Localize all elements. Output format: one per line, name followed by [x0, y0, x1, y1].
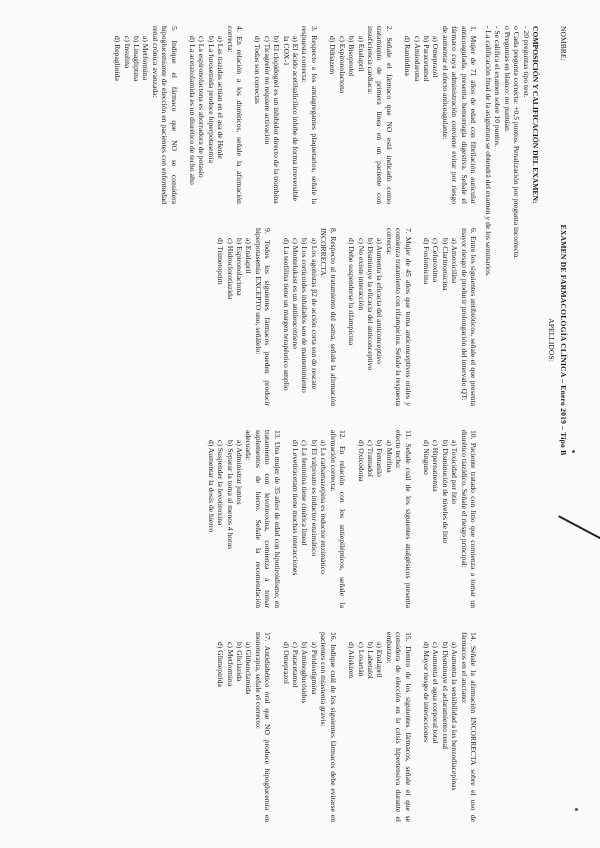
- question-stem: [319, 228, 338, 406]
- answer-option: c) Metformina: [225, 642, 235, 687]
- question-item: [206, 430, 281, 608]
- answer-option: d) Debe suspenderse la rifampicina: [347, 238, 357, 346]
- question-column-2: [207, 228, 478, 406]
- instruction-line: - 20 preguntas tipo test.: [521, 26, 531, 98]
- answer-option: b) El clopidogrel es un inhibidor directo de la trombina: [272, 36, 282, 204]
- question-number: 1.: [469, 26, 478, 32]
- answer-option: b) La furosemida produce hiperpotasemia: [206, 36, 216, 163]
- answer-option: a) La carbamazepina es inductor enzimático: [319, 440, 329, 574]
- question-text: Indique cuál de los siguientes fármacos debe evitarse en pacientes con miastenia gravis:: [319, 632, 338, 822]
- question-text: Todos los siguientes fármacos pueden producir hiperpotasemia EXCEPTO uno, señálelo:: [253, 228, 273, 406]
- answer-option: d) Diltiazem: [328, 36, 338, 75]
- answer-option: a) Los agonistas β2 de acción corta son de rescate: [309, 238, 319, 390]
- answer-option: c) Hipernatremia: [431, 440, 441, 492]
- question-stem: [366, 26, 394, 204]
- question-stem: [328, 430, 347, 608]
- answer-option: a) Enalapril: [356, 36, 366, 72]
- answer-option: c) Suspender la levotiroxina: [216, 440, 226, 526]
- answer-option: d) Ranitidina: [403, 36, 413, 76]
- question-item: [422, 430, 478, 608]
- answer-option: a) Amoxicilina: [450, 238, 460, 284]
- answer-option: c) Paracetamol: [291, 642, 301, 688]
- question-item: [422, 228, 478, 406]
- question-item: [216, 632, 272, 822]
- question-text: Antidiabético oral que NO produce hipoglucemia en monoterapia, señale el correcto:: [253, 632, 273, 822]
- answer-option: d) La acetazolamida es un diurético de techo alto: [188, 36, 198, 185]
- question-item: [281, 228, 337, 406]
- question-stem: [459, 228, 478, 406]
- answer-option: a) Las tiazidas actúan en el asa de Henle: [216, 36, 226, 159]
- answer-option: a) Glibenclamida: [244, 642, 254, 695]
- question-text: Mujer de 45 años que toma anticonceptivos orales y comienza tratamiento con rifampicina. Señale la respuesta correcta:: [384, 228, 413, 406]
- question-stem: [384, 632, 412, 822]
- instruction-line: - La calificación final de la asignatura se obtendrá del examen y de los seminarios.: [483, 26, 493, 277]
- answer-option: d) Trimetoprim: [216, 238, 226, 285]
- answer-option: c) La fenitoína tiene cinética lineal: [300, 440, 310, 546]
- answer-option: c) Losartán: [356, 642, 366, 677]
- answer-option: a) El ácido acetilsalicílico inhibe de forma irreversible la COX-1: [281, 36, 301, 202]
- question-number: 16.: [328, 632, 338, 642]
- question-item: [253, 26, 319, 204]
- answer-option: d) Aliskiren: [347, 642, 357, 679]
- question-number: 10.: [469, 430, 478, 440]
- answer-option: d) Glimepirida: [216, 642, 226, 687]
- answer-option: c) Montelukast es un antileucotrieno: [291, 238, 301, 349]
- question-text: Respecto a los antiagregantes plaquetarios, señale la respuesta correcta:: [300, 26, 319, 204]
- scan-speck: [572, 450, 575, 453]
- question-number: 4.: [235, 26, 245, 32]
- question-stem: [150, 26, 178, 204]
- question-text: Mujer de 71 años de edad con fibrilación auricular anticoagulada, presenta hemorragia digestiva. Señale el fármaco cuya administración conviene evitar por riesgo de aumentar el efecto anticoagulante:: [440, 26, 478, 204]
- question-item: [188, 26, 244, 204]
- question-number: 17.: [263, 632, 273, 642]
- instruction-line: COMPOSICIÓN Y CALIFICACIÓN DEL EXAMEN:: [531, 26, 540, 204]
- answer-option: b) Aminoglucósidos: [300, 642, 310, 704]
- answer-option: c) No existe interacción: [356, 238, 366, 311]
- question-text: Dentro de los siguientes fármacos, señale el que se considera de elección en la crisis hipertensiva durante el embarazo:: [384, 632, 413, 822]
- question-stem: [394, 430, 413, 608]
- answer-option: b) Fentanilo: [375, 440, 385, 477]
- question-stem: [384, 228, 412, 406]
- exam-instructions: [484, 26, 540, 426]
- answer-option: a) Enalapril: [244, 238, 254, 274]
- answer-option: b) El valproato es inductor enzimático: [309, 440, 319, 557]
- question-number: 12.: [338, 430, 348, 440]
- answer-option: d) Fosfomicina: [421, 238, 431, 285]
- answer-option: c) La espironolactona es ahorradora de potasio: [197, 36, 207, 178]
- instruction-line: - Se califica el examen sobre 10 puntos.: [493, 26, 503, 148]
- question-number: 6.: [469, 228, 478, 234]
- question-text: En relación con los antiepilépticos, señale la afirmación correcta:: [328, 430, 348, 608]
- answer-option: d) Aumentar la dosis de hierro: [206, 440, 216, 533]
- question-text: Señale el fármaco que NO está indicado como tratamiento de primera línea en un paciente con insuficiencia cardiaca:: [365, 26, 394, 204]
- answer-option: a) Piridostigmina: [309, 642, 319, 695]
- question-stem: [253, 632, 272, 822]
- answer-option: b) Bisoprolol: [347, 36, 357, 77]
- answer-option: d) Repaglinida: [113, 36, 123, 81]
- question-item: [291, 430, 347, 608]
- name-label: NOMBRE:: [559, 26, 568, 61]
- question-text: Entre los siguientes antibióticos, señale el que presenta mayor riesgo de producir prolongación del intervalo QT:: [459, 228, 478, 406]
- question-column-4: [207, 632, 478, 822]
- exam-title: EXAMEN DE FARMACOLOGÍA CLÍNICA – Enero 2019 – Tipo B: [559, 224, 568, 456]
- answer-option: c) Espironolactona: [337, 36, 347, 94]
- answer-option: a) Metformina: [141, 36, 151, 81]
- answer-option: a) Morfina: [384, 440, 394, 473]
- instruction-line: o Cada pregunta correcta: +0,5 puntos. Penalización por pregunta incorrecta.: [512, 26, 522, 260]
- question-text: En relación a los diuréticos, señale la afirmación correcta:: [225, 26, 245, 204]
- question-stem: [459, 430, 478, 608]
- question-item: [356, 430, 412, 608]
- question-item: [113, 26, 179, 204]
- answer-option: c) Insulina: [122, 36, 132, 69]
- question-number: 13.: [272, 430, 282, 440]
- answer-option: c) Ticagrelor no requiere activación: [262, 36, 272, 145]
- answer-option: d) Ninguno: [421, 440, 431, 475]
- question-stem: [459, 632, 478, 822]
- answer-option: d) Omeprazol: [281, 642, 291, 684]
- question-stem: [253, 228, 272, 406]
- question-number: 15.: [403, 632, 413, 642]
- question-text: Respecto al tratamiento del asma, señale la afirmación INCORRECTA:: [319, 228, 338, 406]
- question-number: 2.: [384, 26, 394, 32]
- answer-option: d) Todas son correctas: [253, 36, 263, 104]
- question-column-1: [104, 26, 478, 204]
- question-item: [347, 632, 413, 822]
- question-text: Señale la afirmación INCORRECTA sobre el uso de fármacos en el anciano:: [459, 632, 478, 822]
- question-text: Señale cuál de los siguientes analgésicos presenta efecto techo:: [394, 430, 413, 608]
- question-item: [281, 632, 337, 822]
- question-number: 11.: [403, 430, 413, 440]
- question-item: [328, 26, 394, 204]
- answer-option: c) Tramadol: [365, 440, 375, 477]
- question-number: 5.: [169, 26, 179, 32]
- question-item: [216, 228, 272, 406]
- question-text: Una mujer de 35 años de edad con hipotiroidismo, en tratamiento con levotiroxina, comienza a tomar suplementos de hierro. Señale la recomendación adecuada:: [244, 430, 282, 608]
- answer-option: b) Separar la toma al menos 4 horas: [225, 440, 235, 550]
- scan-speck: [575, 808, 578, 811]
- answer-option: c) Amiodarona: [412, 36, 422, 82]
- question-item: [403, 26, 478, 204]
- instruction-line: o Preguntas en blanco: no puntúan.: [502, 26, 512, 133]
- question-number: 8.: [328, 228, 338, 234]
- answer-option: b) Espironolactona: [235, 238, 245, 296]
- answer-option: b) Linagliptina: [132, 36, 141, 82]
- answer-option: d) Mayor riesgo de interacciones: [421, 642, 431, 742]
- answer-option: a) Administrar juntos: [235, 440, 245, 505]
- answer-option: a) Enalapril: [375, 642, 385, 678]
- question-stem: [244, 430, 282, 608]
- question-number: 14.: [469, 632, 478, 642]
- question-stem: [300, 26, 319, 204]
- answer-option: d) La teofilina tiene un margen terapéutico amplio: [281, 238, 291, 391]
- answer-option: c) Aumenta el agua corporal total: [431, 642, 441, 744]
- question-item: [422, 632, 478, 822]
- question-stem: [319, 632, 338, 822]
- answer-option: b) Claritromicina: [440, 238, 450, 291]
- answer-option: b) Labetalol: [365, 642, 375, 679]
- answer-option: a) Aumenta la eficacia del anticonceptivo: [375, 238, 385, 364]
- answer-option: b) Gliclazida: [235, 642, 245, 682]
- answer-option: a) Omeprazol: [431, 36, 441, 78]
- question-text: Indique el fármaco que NO se considera hipoglucemiante de elección en pacientes con enfermedad renal crónica avanzada:: [150, 26, 179, 205]
- question-stem: [225, 26, 244, 204]
- question-item: [347, 228, 413, 406]
- answer-option: b) Los corticoides inhalados son de mantenimiento: [300, 238, 310, 393]
- answer-option: d) Levetiracetam tiene muchas interacciones: [291, 440, 301, 576]
- question-number: 7.: [403, 228, 413, 234]
- answer-option: c) Cefuroxima: [431, 238, 441, 283]
- answer-option: d) Oxicodona: [356, 440, 366, 482]
- question-number: 9.: [263, 228, 273, 234]
- answer-option: a) Toxicidad por litio: [450, 440, 460, 505]
- answer-option: a) Aumenta la sensibilidad a las benzodiacepinas: [450, 642, 460, 791]
- question-column-3: [197, 430, 478, 608]
- surname-label: APELLIDOS:: [547, 318, 556, 362]
- question-number: 3.: [309, 26, 319, 32]
- answer-option: b) Paracetamol: [421, 36, 431, 82]
- question-text: Paciente tratado con litio que comienza a tomar un diurético tiazídico. Señale el riesgo principal:: [459, 430, 478, 608]
- answer-option: b) Disminución de niveles de litio: [440, 440, 450, 544]
- answer-option: c) Hidroclorotiazida: [225, 238, 235, 300]
- answer-option: b) Disminuye la eficacia del anticonceptivo: [365, 238, 375, 371]
- question-stem: [440, 26, 478, 204]
- answer-option: b) Disminuye el aclaramiento renal: [440, 642, 450, 750]
